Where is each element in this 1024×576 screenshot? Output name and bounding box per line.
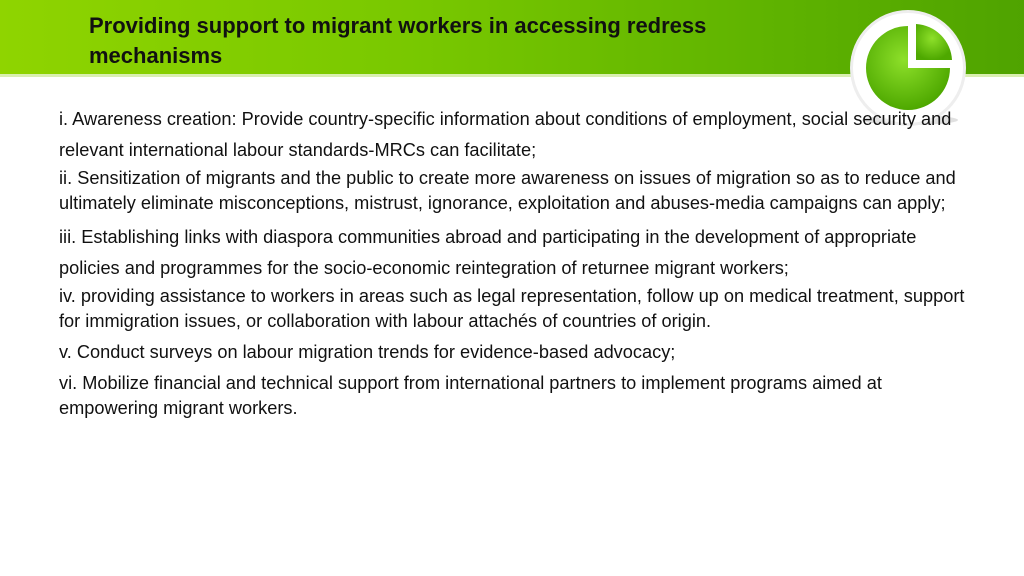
- list-item: iv. providing assistance to workers in areas such as legal representation, follow up on medical treatment, support for immigration issues, or collaboration with labour attachés of countries of origin.: [59, 286, 965, 331]
- list-item: i. Awareness creation: Provide country-specific information about conditions of employment, social security and relevant international labour standards-MRCs can facilitate;: [59, 109, 952, 160]
- slide-title: Providing support to migrant workers in accessing redress mechanisms: [89, 13, 707, 68]
- bullet-list: [59, 104, 969, 427]
- list-item: v. Conduct surveys on labour migration trends for evidence-based advocacy;: [59, 342, 676, 362]
- list-item: vi. Mobilize financial and technical support from international partners to implement programs aimed at empowering migrant workers.: [59, 373, 882, 418]
- list-item: ii. Sensitization of migrants and the public to create more awareness on issues of migration so as to reduce and ultimately eliminate misconceptions, mistrust, ignorance, exploitation and abuses-media campaigns can apply;: [59, 168, 956, 213]
- list-item: iii. Establishing links with diaspora communities abroad and participating in the development of appropriate policies and programmes for the socio-economic reintegration of returnee migrant workers;: [59, 227, 917, 278]
